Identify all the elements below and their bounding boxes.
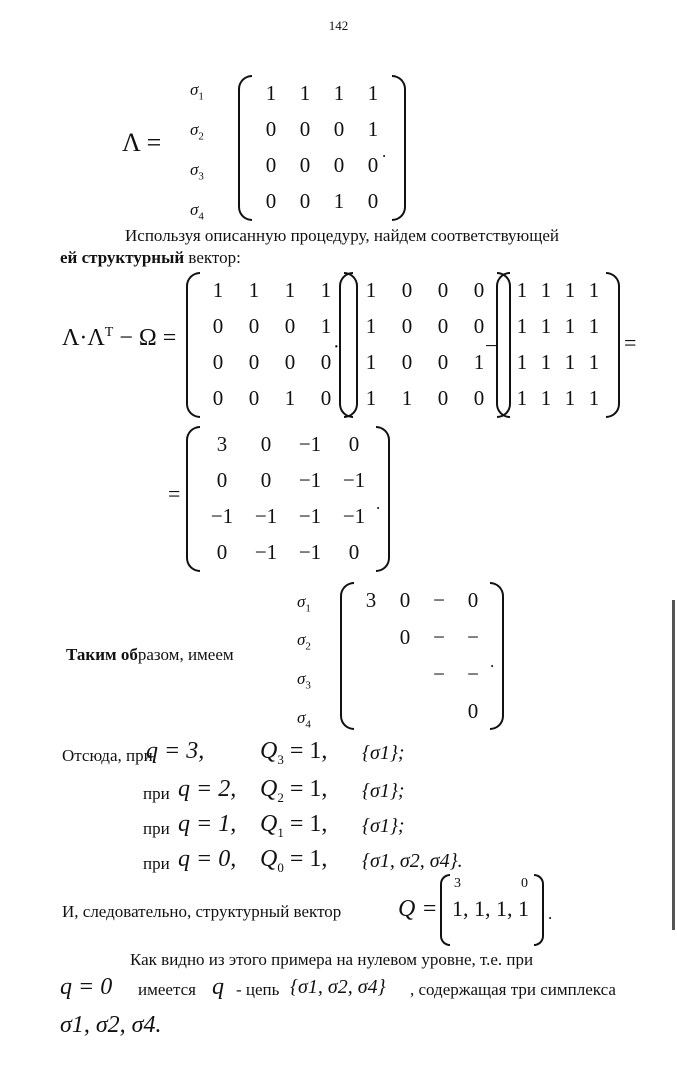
vector-top-left: 3 (454, 876, 461, 891)
matrix-end-period: . (376, 494, 381, 513)
matrix-cell: − (433, 625, 445, 649)
case-q: q = 3, (146, 738, 205, 764)
equals-sign: = (624, 330, 637, 355)
matrix-cell: 1 (333, 188, 345, 213)
left-paren (496, 272, 510, 418)
matrix-lambda-cells (252, 75, 392, 221)
right-paren (606, 272, 620, 418)
plain-text: разом, имеем (137, 645, 234, 664)
case-set: {σ1}; (362, 780, 405, 802)
matrix-cell: 0 (265, 116, 277, 141)
left-paren (340, 582, 354, 730)
case-set: {σ1}; (362, 815, 405, 837)
matrix-cell: 1 (516, 385, 528, 410)
case-set: {σ1, σ2, σ4}. (362, 850, 463, 872)
matrix-cell: 0 (437, 385, 449, 410)
vector-values: 1, 1, 1, 1 (452, 896, 529, 921)
plain-text: , содержащая три симплекса (410, 980, 616, 999)
matrix-cell: 1 (333, 80, 345, 105)
matrix-cell: 0 (260, 431, 272, 456)
matrix-m1-cells (200, 272, 344, 418)
matrix-cell: 0 (260, 467, 272, 492)
matrix-cell: 1 (284, 277, 296, 302)
matrix-cell: 0 (399, 625, 411, 649)
row-label-sigma-1: $\sigma_1$ (297, 592, 311, 615)
matrix-result (186, 426, 390, 572)
matrix-cell: 0 (367, 188, 379, 213)
matrix-cell: 0 (299, 188, 311, 213)
case-pri: при (143, 819, 170, 838)
case-pri: при (143, 784, 170, 803)
matrix-cell: 3 (365, 588, 377, 612)
lambda-lhs: Λ = (122, 128, 162, 157)
row-label-sigma-4: $\sigma_4$ (297, 708, 311, 731)
matrix-cell: 1 (299, 80, 311, 105)
case-pri: при (143, 854, 170, 873)
matrix-cell: − (433, 588, 445, 612)
matrix-cell: −1 (342, 467, 366, 492)
matrix-cell: 1 (588, 385, 600, 410)
matrix-cell: 0 (299, 152, 311, 177)
matrix-cell: −1 (298, 467, 322, 492)
matrix-cell: 0 (348, 431, 360, 456)
matrix-cell: − (433, 662, 445, 686)
vector-end-period: . (548, 904, 553, 923)
matrix-cell: 1 (248, 277, 260, 302)
matrix-cell: 0 (320, 349, 332, 374)
matrix-cell: 1 (473, 349, 485, 374)
matrix-cell: −1 (298, 503, 322, 528)
matrix-m3-cells (510, 272, 606, 418)
inline-set: {σ1, σ2, σ4} (290, 976, 386, 998)
plain-text: имеется (138, 980, 196, 999)
matrix-m2-cells (353, 272, 497, 418)
matrix-end-period: . (490, 652, 495, 671)
vector-top-right: 0 (521, 876, 528, 891)
matrix-cell: 1 (367, 116, 379, 141)
matrix-cell: 0 (299, 116, 311, 141)
row-label-sigma-4: $\sigma_4$ (190, 200, 204, 223)
matrix-cell: 0 (348, 539, 360, 564)
matrix-cell: 1 (365, 385, 377, 410)
structure-vector-body (450, 874, 534, 946)
matrix-cell: −1 (298, 431, 322, 456)
matrix-cell: 0 (212, 349, 224, 374)
left-paren (186, 272, 200, 418)
bold-text: ей структурный (60, 248, 185, 267)
matrix-lambda (238, 75, 406, 221)
matrix-cell: 0 (212, 313, 224, 338)
matrix-cell: 0 (473, 313, 485, 338)
matrix-cell: 0 (333, 116, 345, 141)
matrix-cell: 0 (399, 588, 411, 612)
matrix-cell: 1 (564, 349, 576, 374)
matrix-cell: 0 (284, 313, 296, 338)
matrix-cell: 0 (333, 152, 345, 177)
right-paren (534, 874, 544, 946)
matrix-cell: −1 (342, 503, 366, 528)
paragraph-line: Используя описанную процедуру, найдем соответствующей (125, 226, 559, 245)
structure-vector-text: И, следовательно, структурный вектор (62, 902, 342, 921)
row-label-sigma-2: $\sigma_2$ (190, 120, 204, 143)
matrix-cell: 1 (540, 385, 552, 410)
matrix-cell: 1 (516, 313, 528, 338)
equals-sign: = (168, 481, 181, 506)
case-Q: $Q_0 = 1$, (260, 846, 328, 875)
matrix-upper-cells (354, 582, 490, 730)
paragraph-line (60, 248, 241, 268)
matrix-cell: −1 (254, 503, 278, 528)
matrix-cell: 1 (516, 277, 528, 302)
inline-math-q0: q = 0 (60, 974, 113, 1000)
matrix-cell: 1 (320, 277, 332, 302)
right-paren (392, 75, 406, 221)
case-Q: $Q_2 = 1$, (260, 776, 328, 805)
minus-sign: − (485, 333, 498, 358)
matrix-cell: 1 (516, 349, 528, 374)
left-paren (186, 426, 200, 572)
matrix-cell: 1 (365, 313, 377, 338)
matrix-cell: 3 (216, 431, 228, 456)
matrix-cell: 0 (216, 467, 228, 492)
matrix-cell: 1 (401, 385, 413, 410)
matrix-cell: − (467, 662, 479, 686)
row-label-sigma-2: $\sigma_2$ (297, 630, 311, 653)
structure-vector-lhs: Q = (398, 896, 438, 922)
inline-math-q: q (212, 974, 224, 1000)
paragraph-line: Как видно из этого примера на нулевом уровне, т.е. при (130, 950, 534, 969)
paragraph-line (66, 645, 234, 665)
matrix-cell: 0 (216, 539, 228, 564)
page-number: 142 (328, 18, 349, 33)
matrix-cell: 1 (588, 313, 600, 338)
case-Q: $Q_3 = 1$, (260, 738, 328, 767)
case-set: {σ1}; (362, 742, 405, 764)
matrix-cell: 0 (248, 313, 260, 338)
matrix-cell: 1 (588, 349, 600, 374)
matrix-cell: 1 (564, 385, 576, 410)
left-paren (440, 874, 450, 946)
matrix-cell: 0 (265, 152, 277, 177)
matrix-cell: − (467, 625, 479, 649)
matrix-cell: 1 (365, 349, 377, 374)
matrix-cell: 0 (467, 699, 479, 723)
matrix-cell: 0 (320, 385, 332, 410)
row-label-sigma-3: $\sigma_3$ (190, 160, 204, 183)
matrix-cell: 0 (437, 313, 449, 338)
row-label-sigma-3: $\sigma_3$ (297, 669, 311, 692)
matrix-cell: 0 (473, 277, 485, 302)
case-Q: $Q_1 = 1$, (260, 811, 328, 840)
matrix-result-cells (200, 426, 376, 572)
matrix-cell: 0 (265, 188, 277, 213)
matrix-cell: 0 (437, 349, 449, 374)
structure-vector-matrix (440, 874, 544, 946)
left-paren (339, 272, 353, 418)
matrix-cell: 1 (265, 80, 277, 105)
matrix-cell: 0 (248, 385, 260, 410)
matrix-cell: 1 (284, 385, 296, 410)
matrix-cell: 0 (212, 385, 224, 410)
plain-text: вектор: (184, 248, 241, 267)
matrix-cell: 1 (367, 80, 379, 105)
case-q: q = 2, (178, 776, 237, 802)
matrix-cell: 1 (212, 277, 224, 302)
matrix-cell: 0 (248, 349, 260, 374)
matrix-cell: 1 (540, 277, 552, 302)
matrix-cell: 0 (437, 277, 449, 302)
matrix-upper (340, 582, 504, 730)
matrix-cell: 1 (540, 349, 552, 374)
matrix-cell: 1 (564, 313, 576, 338)
matrix-cell: −1 (298, 539, 322, 564)
matrix-cell: 1 (588, 277, 600, 302)
matrix-m3 (496, 272, 620, 418)
row-label-sigma-1: $\sigma_1$ (190, 80, 204, 103)
paragraph-line-sigmas: σ1, σ2, σ4. (60, 1012, 162, 1038)
matrix-cell: −1 (254, 539, 278, 564)
case-q: q = 1, (178, 811, 237, 837)
matrix-cell: 0 (284, 349, 296, 374)
plain-text: - цепь (236, 980, 280, 999)
matrix-cell: 0 (401, 277, 413, 302)
matrix-cell: 1 (564, 277, 576, 302)
matrix-cell: 1 (540, 313, 552, 338)
case-intro: Отсюда, при (62, 746, 153, 765)
matrix-cell: −1 (210, 503, 234, 528)
matrix-cell: 0 (367, 152, 379, 177)
multiply-dot: · (333, 336, 340, 358)
case-q: q = 0, (178, 846, 237, 872)
matrix-cell: 0 (401, 349, 413, 374)
matrix-cell: 0 (401, 313, 413, 338)
left-paren (238, 75, 252, 221)
matrix-end-period: . (382, 142, 387, 161)
matrix-cell: 1 (365, 277, 377, 302)
scan-margin-bar (672, 600, 675, 930)
bold-text: Таким об (66, 645, 138, 664)
paragraph-line-math (60, 970, 660, 1010)
matrix-cell: 0 (467, 588, 479, 612)
equation-lhs: $\Lambda\cdot\Lambda^T - \Omega$ = (62, 325, 177, 351)
matrix-cell: 1 (320, 313, 332, 338)
matrix-cell: 0 (473, 385, 485, 410)
